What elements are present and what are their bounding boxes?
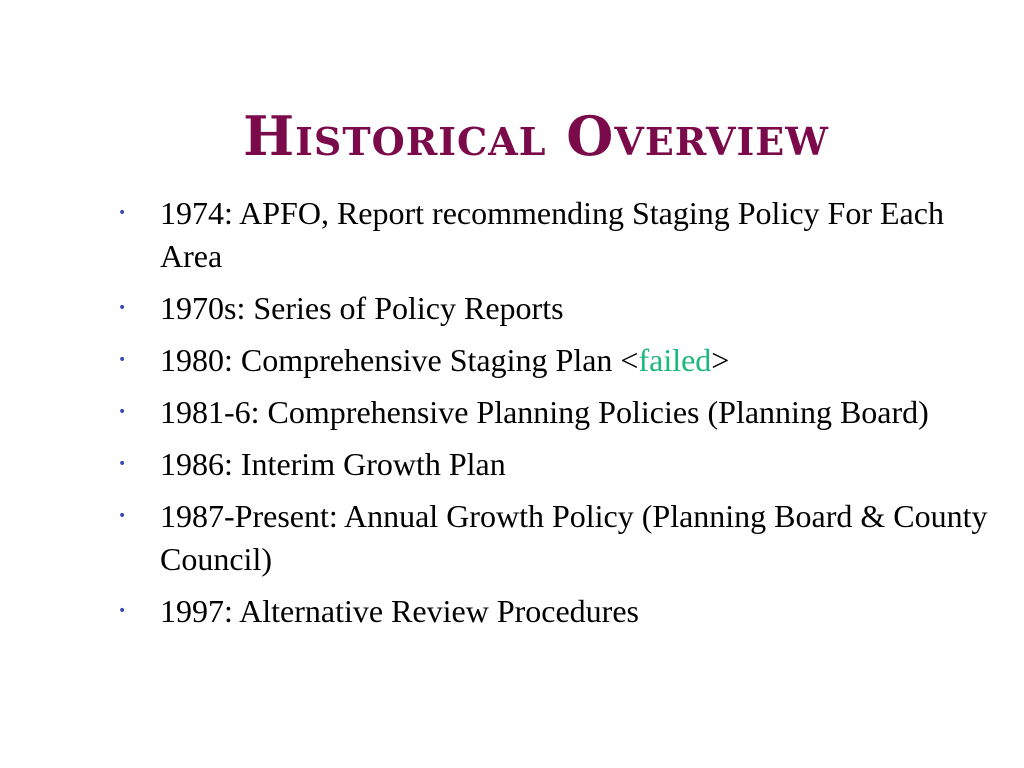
- bullet-dot-icon: •: [118, 404, 127, 420]
- bullet-dot-icon: •: [118, 300, 127, 316]
- bullet-item-1980: [118, 339, 998, 382]
- bullet-dot-icon: •: [118, 352, 127, 368]
- bullet-text-suffix: >: [711, 342, 730, 378]
- bullet-text-prefix: 1980: Comprehensive Staging Plan <: [160, 342, 639, 378]
- bullet-dot-icon: •: [118, 508, 127, 524]
- bullet-item-1987-present: [118, 495, 998, 581]
- slide-title: Historical Overview: [243, 104, 829, 168]
- bullet-text: 1997: Alternative Review Procedures: [160, 593, 639, 629]
- bullet-list: [118, 192, 998, 642]
- failed-highlight: failed: [638, 342, 712, 378]
- bullet-dot-icon: •: [118, 205, 127, 221]
- bullet-dot-icon: •: [118, 456, 127, 472]
- bullet-item-1986: [118, 443, 998, 486]
- bullet-item-1997: [118, 590, 998, 633]
- bullet-dot-icon: •: [118, 603, 127, 619]
- bullet-text: 1974: APFO, Report recommending Staging Policy For Each Area: [160, 195, 944, 274]
- bullet-item-1981-6: [118, 391, 998, 434]
- bullet-text: 1970s: Series of Policy Reports: [160, 290, 564, 326]
- bullet-text: 1986: Interim Growth Plan: [160, 446, 506, 482]
- bullet-item-1974: [118, 192, 998, 278]
- bullet-item-1970s: [118, 287, 998, 330]
- bullet-text: 1981-6: Comprehensive Planning Policies (Planning Board): [160, 394, 929, 430]
- bullet-text: 1987-Present: Annual Growth Policy (Planning Board & County Council): [160, 498, 988, 577]
